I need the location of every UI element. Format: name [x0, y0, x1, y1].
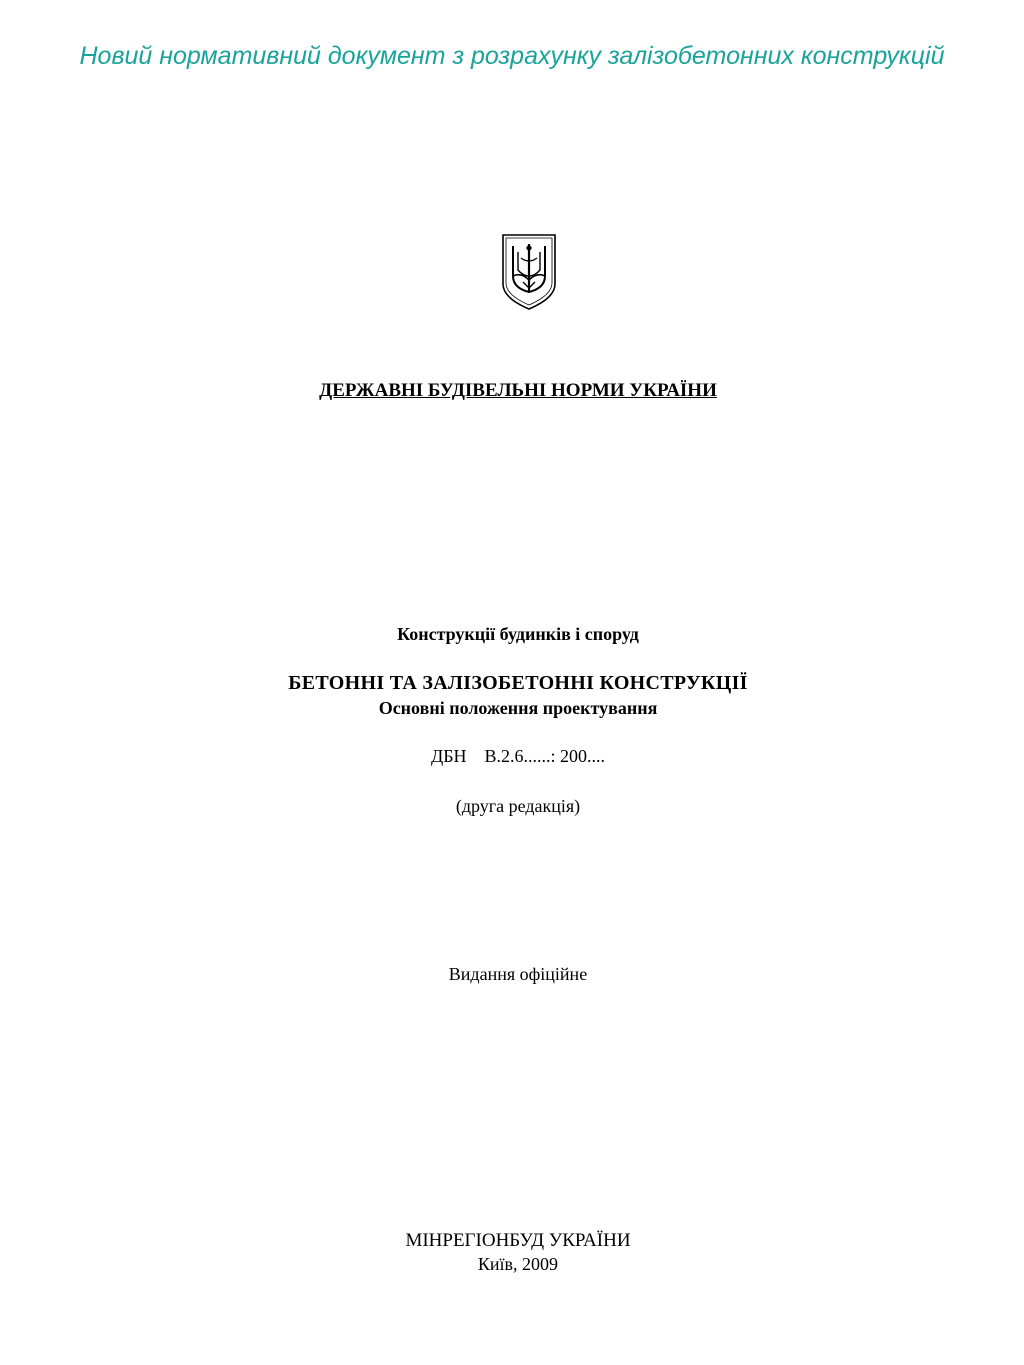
trident-coat-of-arms-icon	[499, 232, 559, 312]
place-year: Київ, 2009	[477, 1254, 559, 1274]
document-subject: Конструкції будинків і споруд	[397, 624, 639, 644]
document-code: ДБН В.2.6......: 200....	[430, 746, 606, 766]
document-subtitle: Основні положення проектування	[378, 698, 658, 718]
publisher: МІНРЕГІОНБУД УКРАЇНИ	[405, 1230, 631, 1251]
slide-title: Новий нормативний документ з розрахунку залізобетонних конструкцій	[79, 42, 945, 70]
document-heading: ДЕРЖАВНІ БУДІВЕЛЬНІ НОРМИ УКРАЇНИ	[319, 380, 717, 401]
document-edition: (друга редакція)	[455, 796, 581, 816]
official-edition-label: Видання офіційне	[448, 964, 588, 984]
document-title: БЕТОННІ ТА ЗАЛІЗОБЕТОННІ КОНСТРУКЦІЇ	[288, 672, 748, 694]
